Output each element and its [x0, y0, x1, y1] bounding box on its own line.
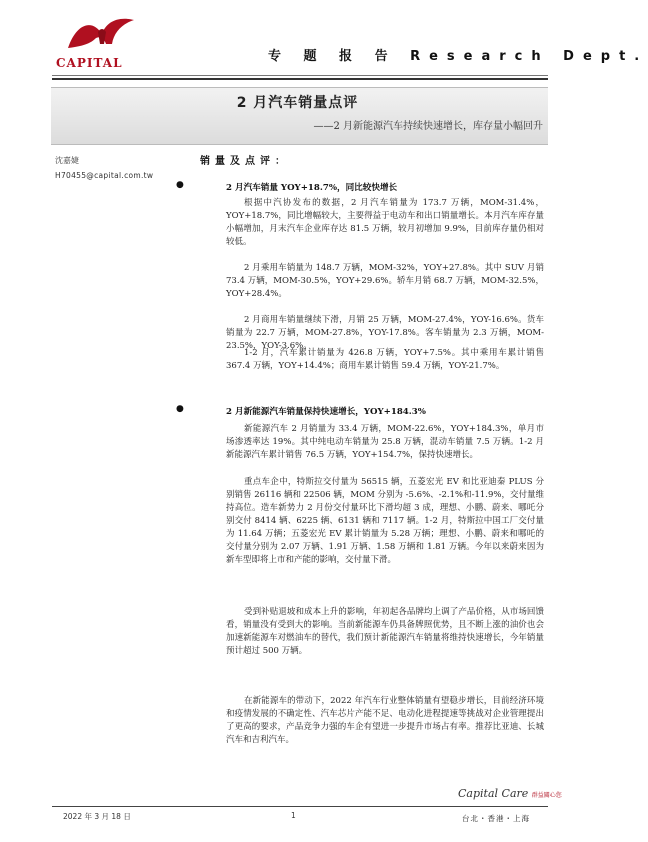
report-title: 2 月汽车销量点评	[236, 95, 359, 111]
paragraph: 新能源汽车 2 月销量为 33.4 万辆，MOM-22.6%，YOY+184.3%，单月市场渗透率达 19%。其中纯电动车销量为 25.8 万辆，混动车销量 7.5 万辆。1-2 月新能源汽车累计销售 76.5 万辆，YOY+154.7%，保持快速增长。	[226, 424, 544, 460]
footer-brand-name: Capital Care	[458, 787, 529, 800]
logo-wordmark: CAPITAL	[56, 56, 123, 70]
footer-brand-sub: 群益關心您	[531, 792, 562, 799]
bullet-title: 2 月汽车销量 YOY+18.7%，同比较快增长	[226, 183, 398, 193]
report-type-title: 专 题 报 告 Research Dept.	[268, 49, 648, 64]
report-subtitle: ——2 月新能源汽车持续快速增长，库存量小幅回升	[313, 121, 543, 132]
author-email[interactable]: H70455@capital.com.tw	[55, 171, 154, 180]
eagle-icon	[62, 14, 142, 58]
paragraph: 1-2 月，汽车累计销量为 426.8 万辆，YOY+7.5%。其中乘用车累计销售 367.4 万辆，YOY+14.4%；商用车累计销售 59.4 万辆，YOY-21.7%。	[226, 348, 544, 371]
paragraph: 2 月乘用车销量为 148.7 万辆，MOM-32%，YOY+27.8%。其中 SUV 月销 73.4 万辆，MOM-30.5%，YOY+29.6%。轿车月销 68.7 万辆，MOM-32.5%，YOY+28.4%。	[226, 263, 544, 299]
bullet-marker: ●	[176, 180, 184, 190]
paragraph: 2 月商用车销量继续下滑，月销 25 万辆，MOM-27.4%，YOY-16.6%。货车销量为 22.7 万辆，MOM-27.8%，YOY-17.8%。客车销量为 2.3 万辆，MOM-23.5%，YOY-3.6%。	[226, 315, 544, 351]
bullet-marker: ●	[176, 404, 184, 414]
footer-brand	[458, 787, 562, 800]
footer-date: 2022 年 3 月 18 日	[63, 812, 131, 821]
page-number: 1	[291, 811, 296, 820]
paragraph: 受到补贴退坡和成本上升的影响，年初起各品牌均上调了产品价格，从市场回馈看，销量没有受到大的影响。当前新能源车仍具备牌照优势，且不断上涨的油价也会加速新能源车对燃油车的替代，我们预计新能源汽车销量将维持快速增长，今年销量预计超过 500 万辆。	[226, 607, 544, 656]
paragraph: 重点车企中，特斯拉交付量为 56515 辆，五菱宏光 EV 和比亚迪秦 PLUS 分别销售 26116 辆和 22506 辆，MOM 分别为 -5.6%、-2.1%和-11.9%，交付量维持高位。造车新势力 2 月份交付量环比下滑均超 3 成，理想、小鹏、蔚来、哪吒分别交付 8414 辆、6225 辆、6131 辆和 7117 辆。1-2 月，特斯拉中国工厂交付量为 11.64 万辆；五菱宏光 EV 累计销量为 5.28 万辆；理想、小鹏、蔚来和哪吒的交付量分别为 2.07 万辆、1.91 万辆、1.58 万辆和 1.81 万辆。今年以来蔚来因为新车型即将上市和产能的影响，交付量下滑。	[226, 477, 544, 565]
header-rule-thick	[52, 78, 548, 80]
header-rule	[52, 75, 548, 76]
footer-cities: 台北・香港・上海	[462, 814, 530, 823]
section-heading: 销量及点评：	[200, 156, 290, 167]
author-name: 沈嘉婕	[55, 156, 79, 165]
bullet-title: 2 月新能源汽车销量保持快速增长，YOY+184.3%	[226, 407, 426, 417]
paragraph: 根据中汽协发布的数据，2 月汽车销量为 173.7 万辆，MOM-31.4%，YOY+18.7%，同比增幅较大，主要得益于电动车和出口销量增长。本月汽车库存量小幅增加，月末汽车企业库存达 81.5 万辆，较月初增加 9.9%，目前库存量仍相对较低。	[226, 198, 544, 247]
conclusion-paragraph: 在新能源车的带动下，2022 年汽车行业整体销量有望稳步增长，目前经济环境和疫情发展的不确定性、汽车芯片产能不足、电动化进程提速等挑战对企业管理提出了更高的要求，产品竞争力强的车企有望进一步提升市场占有率。推荐比亚迪、长城汽车和吉利汽车。	[226, 696, 544, 745]
footer-rule	[52, 806, 548, 807]
